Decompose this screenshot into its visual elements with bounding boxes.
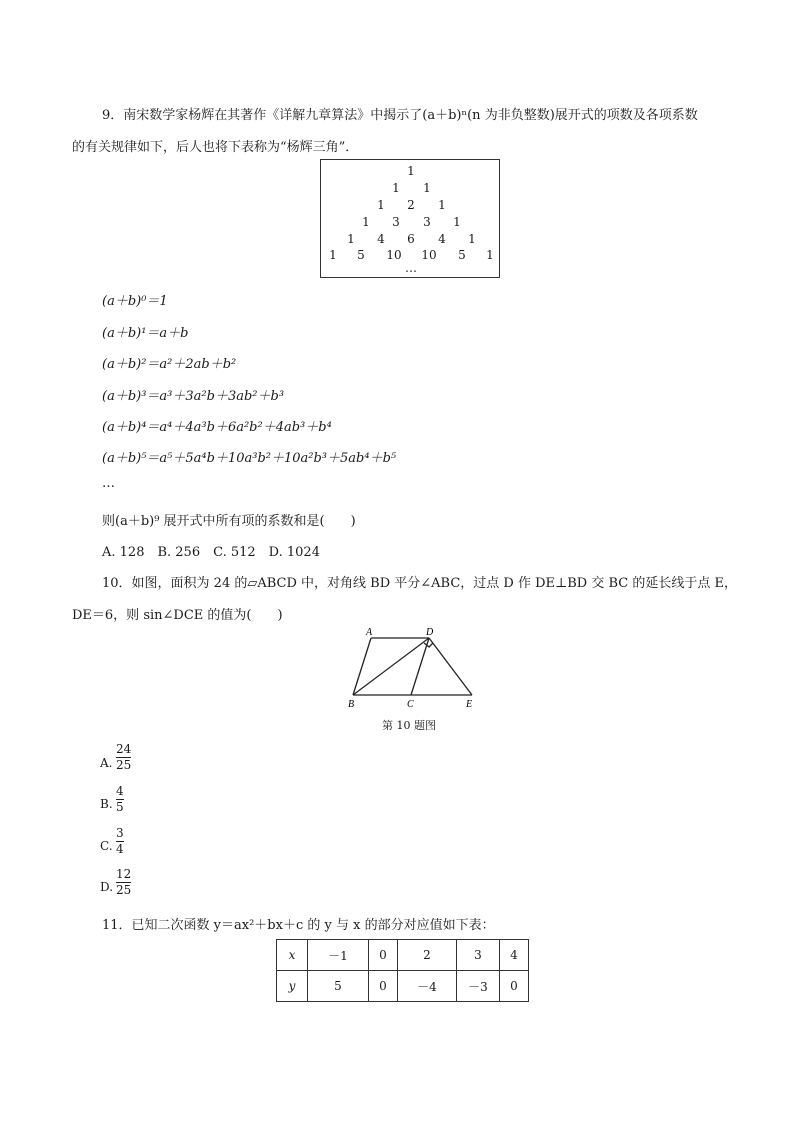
triangle-number: 1	[407, 164, 415, 178]
q9-options: A. 128 B. 256 C. 512 D. 1024	[102, 545, 320, 560]
table-cell: 0	[369, 971, 398, 1002]
table-cell-header: x	[277, 940, 308, 971]
fraction-denominator: 25	[116, 758, 132, 772]
segment-dc	[411, 638, 429, 695]
segment-de	[429, 638, 472, 695]
fraction-numerator: 3	[116, 826, 124, 840]
triangle-number: 1	[347, 232, 355, 246]
triangle-row	[321, 181, 499, 197]
table-cell: 2	[398, 940, 457, 971]
triangle-number: 10	[386, 248, 402, 262]
label-e: E	[466, 699, 473, 710]
triangle-number: 2	[407, 198, 415, 212]
triangle-row	[321, 261, 499, 277]
triangle-number: 1	[329, 248, 337, 262]
segment-ab	[353, 638, 371, 695]
triangle-row	[321, 232, 499, 248]
triangle-ellipsis: …	[405, 261, 417, 275]
triangle-number: 5	[357, 248, 365, 262]
table-row-x	[277, 940, 529, 971]
option-c-fraction	[116, 827, 124, 856]
triangle-number: 1	[468, 232, 476, 246]
triangle-number: 4	[438, 232, 446, 246]
table-row-y	[277, 971, 529, 1002]
fraction-numerator: 4	[116, 784, 124, 798]
q9-question: 则(a＋b)⁹ 展开式中所有项的系数和是( )	[102, 514, 356, 529]
triangle-number: 1	[377, 198, 385, 212]
triangle-row	[321, 215, 499, 231]
parallelogram-figure	[340, 622, 490, 710]
value-table	[276, 939, 529, 1002]
triangle-number: 5	[458, 248, 466, 262]
triangle-number: 3	[392, 215, 400, 229]
fraction-denominator: 5	[116, 800, 124, 814]
triangle-number: 1	[486, 248, 494, 262]
table-cell: －3	[457, 971, 500, 1002]
fraction-numerator: 24	[116, 742, 132, 756]
q11-stem: 11．已知二次函数 y＝ax²＋bx＋c 的 y 与 x 的部分对应值如下表：	[102, 918, 495, 933]
triangle-number: 1	[392, 181, 400, 195]
option-d-fraction	[116, 868, 131, 897]
q10-stem-line1: 10．如图，面积为 24 的▱ABCD 中，对角线 BD 平分∠ABC，过点 D 作 DE⊥BD 交 BC 的延长线于点 E，	[102, 576, 737, 591]
q10-stem-line2: DE＝6，则 sin∠DCE 的值为( )	[72, 608, 283, 623]
option-a-fraction	[116, 743, 131, 772]
expansion-line: (a＋b)¹＝a＋b	[102, 326, 189, 341]
expansion-line: (a＋b)⁵＝a⁵＋5a⁴b＋10a³b²＋10a²b³＋5ab⁴＋b⁵	[102, 451, 397, 466]
triangle-number: 10	[421, 248, 437, 262]
table-cell: －4	[398, 971, 457, 1002]
table-cell: 5	[308, 971, 369, 1002]
table-cell: 0	[369, 940, 398, 971]
option-d-letter: D.	[100, 880, 114, 894]
fraction-numerator: 12	[116, 867, 132, 881]
triangle-number: 6	[407, 232, 415, 246]
triangle-number: 1	[423, 181, 431, 195]
label-d: D	[426, 627, 434, 638]
triangle-number: 1	[453, 215, 461, 229]
table-cell: －1	[308, 940, 369, 971]
label-c: C	[407, 699, 414, 710]
table-cell-header: y	[277, 971, 308, 1002]
label-a: A	[366, 627, 373, 638]
triangle-number: 3	[423, 215, 431, 229]
table-cell: 3	[457, 940, 500, 971]
fraction-denominator: 4	[116, 842, 124, 856]
expansion-line: (a＋b)⁴＝a⁴＋4a³b＋6a²b²＋4ab³＋b⁴	[102, 420, 332, 435]
option-c-letter: C.	[100, 839, 113, 853]
option-b-fraction	[116, 785, 124, 814]
expansion-line: (a＋b)⁰＝1	[102, 294, 168, 309]
option-a-letter: A.	[100, 756, 113, 770]
fraction-denominator: 25	[116, 883, 132, 897]
diagonal-bd	[353, 638, 429, 695]
q9-stem-line1: 9．南宋数学家杨辉在其著作《详解九章算法》中揭示了(a＋b)ⁿ(n 为非负整数)展开式的项数及各项系数	[102, 108, 698, 123]
triangle-row	[321, 164, 499, 180]
triangle-number: 1	[438, 198, 446, 212]
table-cell: 4	[500, 940, 529, 971]
option-b-letter: B.	[100, 797, 113, 811]
triangle-number: 1	[362, 215, 370, 229]
expansion-line: (a＋b)³＝a³＋3a²b＋3ab²＋b³	[102, 389, 285, 404]
label-b: B	[348, 699, 355, 710]
expansion-line: (a＋b)²＝a²＋2ab＋b²	[102, 357, 237, 372]
table-cell: 0	[500, 971, 529, 1002]
expansion-ellipsis: …	[102, 476, 115, 491]
triangle-row	[321, 198, 499, 214]
right-angle-mark	[424, 643, 433, 647]
yang-hui-triangle-box	[320, 159, 500, 278]
figure-caption: 第 10 题图	[382, 719, 436, 732]
q9-stem-line2: 的有关规律如下，后人也将下表称为“杨辉三角”．	[72, 140, 359, 155]
triangle-number: 4	[377, 232, 385, 246]
